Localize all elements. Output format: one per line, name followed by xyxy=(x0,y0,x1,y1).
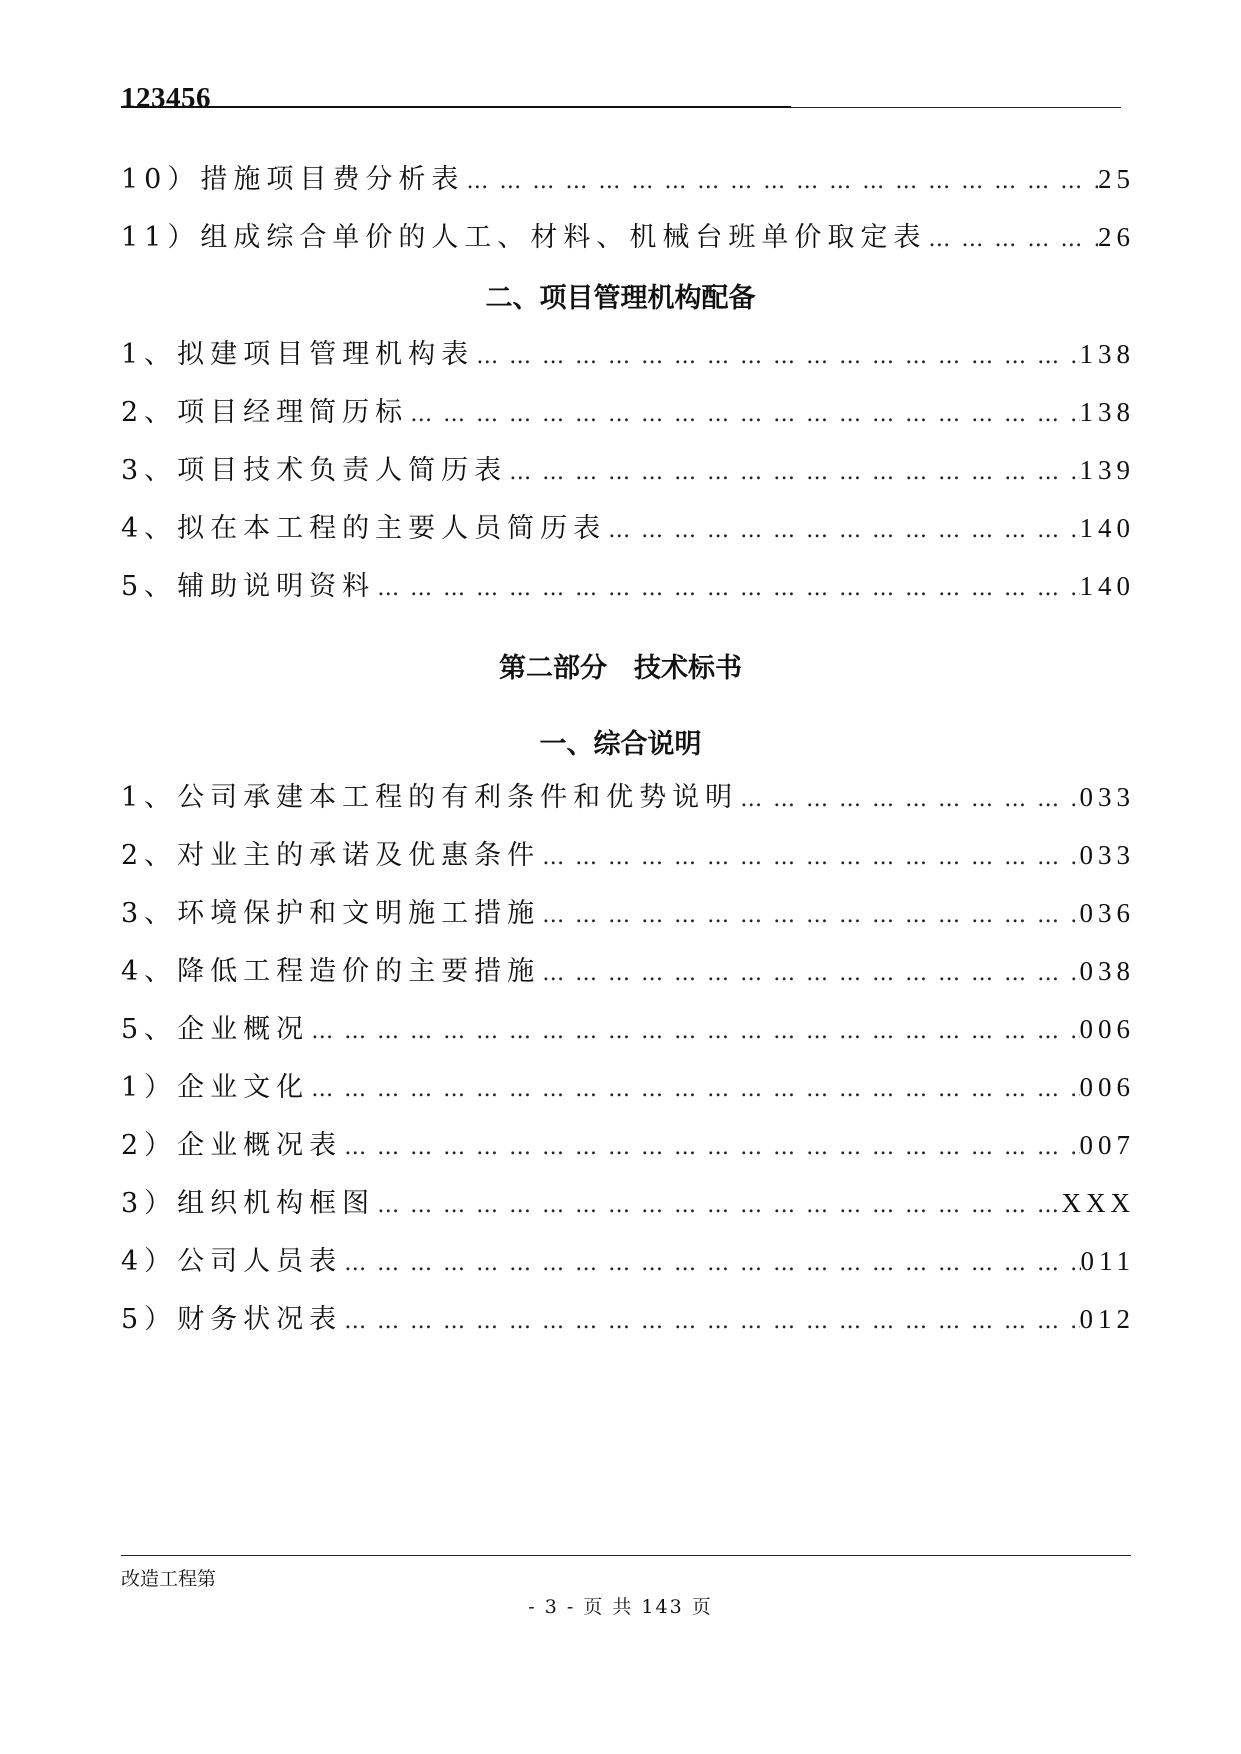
toc-entry[interactable] xyxy=(121,1065,1135,1105)
toc-leader xyxy=(342,1135,1079,1160)
toc-entry[interactable] xyxy=(121,157,1135,197)
toc-page: 139 xyxy=(1079,455,1135,485)
toc-label: 5）财务状况表 xyxy=(121,1304,343,1335)
toc-page: 033 xyxy=(1079,840,1135,870)
toc-page: 140 xyxy=(1079,571,1135,601)
toc-entry[interactable] xyxy=(121,390,1135,430)
toc-leader xyxy=(507,460,1079,485)
toc-page: 138 xyxy=(1079,397,1135,427)
toc-label: 3）组织机构框图 xyxy=(121,1188,376,1219)
toc-entry[interactable] xyxy=(121,891,1135,931)
toc-page: 006 xyxy=(1079,1072,1135,1102)
footer-left-text: 改造工程第 xyxy=(121,1568,217,1590)
toc-entry[interactable] xyxy=(121,1239,1135,1279)
toc-page: XXX xyxy=(1061,1188,1135,1218)
toc-page: 033 xyxy=(1079,782,1135,812)
toc-label: 4）公司人员表 xyxy=(121,1246,343,1277)
section-heading-general: 一、综合说明 xyxy=(539,729,702,760)
toc-page: 138 xyxy=(1079,339,1135,369)
toc-entry[interactable] xyxy=(121,215,1135,255)
toc-entry[interactable] xyxy=(121,949,1135,989)
toc-label: 11）组成综合单价的人工、材料、机械台班单价取定表 xyxy=(121,222,927,253)
toc-label: 5、辅助说明资料 xyxy=(121,571,376,602)
toc-entry[interactable] xyxy=(121,833,1135,873)
toc-page: 036 xyxy=(1079,898,1135,928)
toc-leader xyxy=(540,903,1079,928)
toc-entry[interactable] xyxy=(121,1123,1135,1163)
toc-label: 4、降低工程造价的主要措施 xyxy=(121,956,541,987)
toc-label: 4、拟在本工程的主要人员简历表 xyxy=(121,513,607,544)
toc-entry[interactable] xyxy=(121,1007,1135,1047)
toc-leader xyxy=(464,169,1098,194)
toc-leader xyxy=(606,518,1079,543)
toc-leader xyxy=(342,1251,1080,1276)
header-code: 123456 xyxy=(121,82,211,114)
toc-label: 3、环境保护和文明施工措施 xyxy=(121,898,541,929)
toc-entry[interactable] xyxy=(121,564,1135,604)
toc-label: 5、企业概况 xyxy=(121,1014,310,1045)
toc-leader xyxy=(375,1193,1061,1218)
toc-label: 1、拟建项目管理机构表 xyxy=(121,339,475,370)
toc-leader xyxy=(738,787,1079,812)
toc-page: 007 xyxy=(1079,1130,1135,1160)
toc-page: 006 xyxy=(1079,1014,1135,1044)
toc-leader xyxy=(342,1309,1079,1334)
toc-label: 3、项目技术负责人简历表 xyxy=(121,455,508,486)
toc-label: 2、项目经理简历标 xyxy=(121,397,409,428)
toc-page: 011 xyxy=(1080,1246,1135,1276)
toc-entry[interactable] xyxy=(121,1297,1135,1337)
toc-page: 012 xyxy=(1079,1304,1135,1334)
toc-leader xyxy=(926,227,1098,252)
toc-page: 25 xyxy=(1098,164,1135,194)
toc-leader xyxy=(540,961,1079,986)
toc-entry[interactable] xyxy=(121,448,1135,488)
toc-page: 26 xyxy=(1098,222,1135,252)
toc-entry[interactable] xyxy=(121,506,1135,546)
footer-rule xyxy=(121,1555,1131,1556)
toc-leader xyxy=(309,1077,1079,1102)
toc-entry[interactable] xyxy=(121,1181,1135,1221)
toc-label: 2）企业概况表 xyxy=(121,1130,343,1161)
toc-entry[interactable] xyxy=(121,332,1135,372)
toc-leader xyxy=(474,344,1079,369)
toc-page: 140 xyxy=(1079,513,1135,543)
toc-entry[interactable] xyxy=(121,775,1135,815)
toc-label: 2、对业主的承诺及优惠条件 xyxy=(121,840,541,871)
part-heading: 第二部分 技术标书 xyxy=(499,653,742,684)
section-heading-mgmt: 二、项目管理机构配备 xyxy=(485,283,756,314)
header-rule-thick xyxy=(121,106,791,108)
toc-leader xyxy=(408,402,1079,427)
toc-label: 10）措施项目费分析表 xyxy=(121,164,465,195)
toc-page: 038 xyxy=(1079,956,1135,986)
footer-page-info: - 3 - 页 共 143 页 xyxy=(528,1596,713,1618)
toc-leader xyxy=(540,845,1079,870)
toc-leader xyxy=(309,1019,1079,1044)
toc-leader xyxy=(375,576,1079,601)
toc-label: 1）企业文化 xyxy=(121,1072,310,1103)
toc-label: 1、公司承建本工程的有利条件和优势说明 xyxy=(121,782,739,813)
